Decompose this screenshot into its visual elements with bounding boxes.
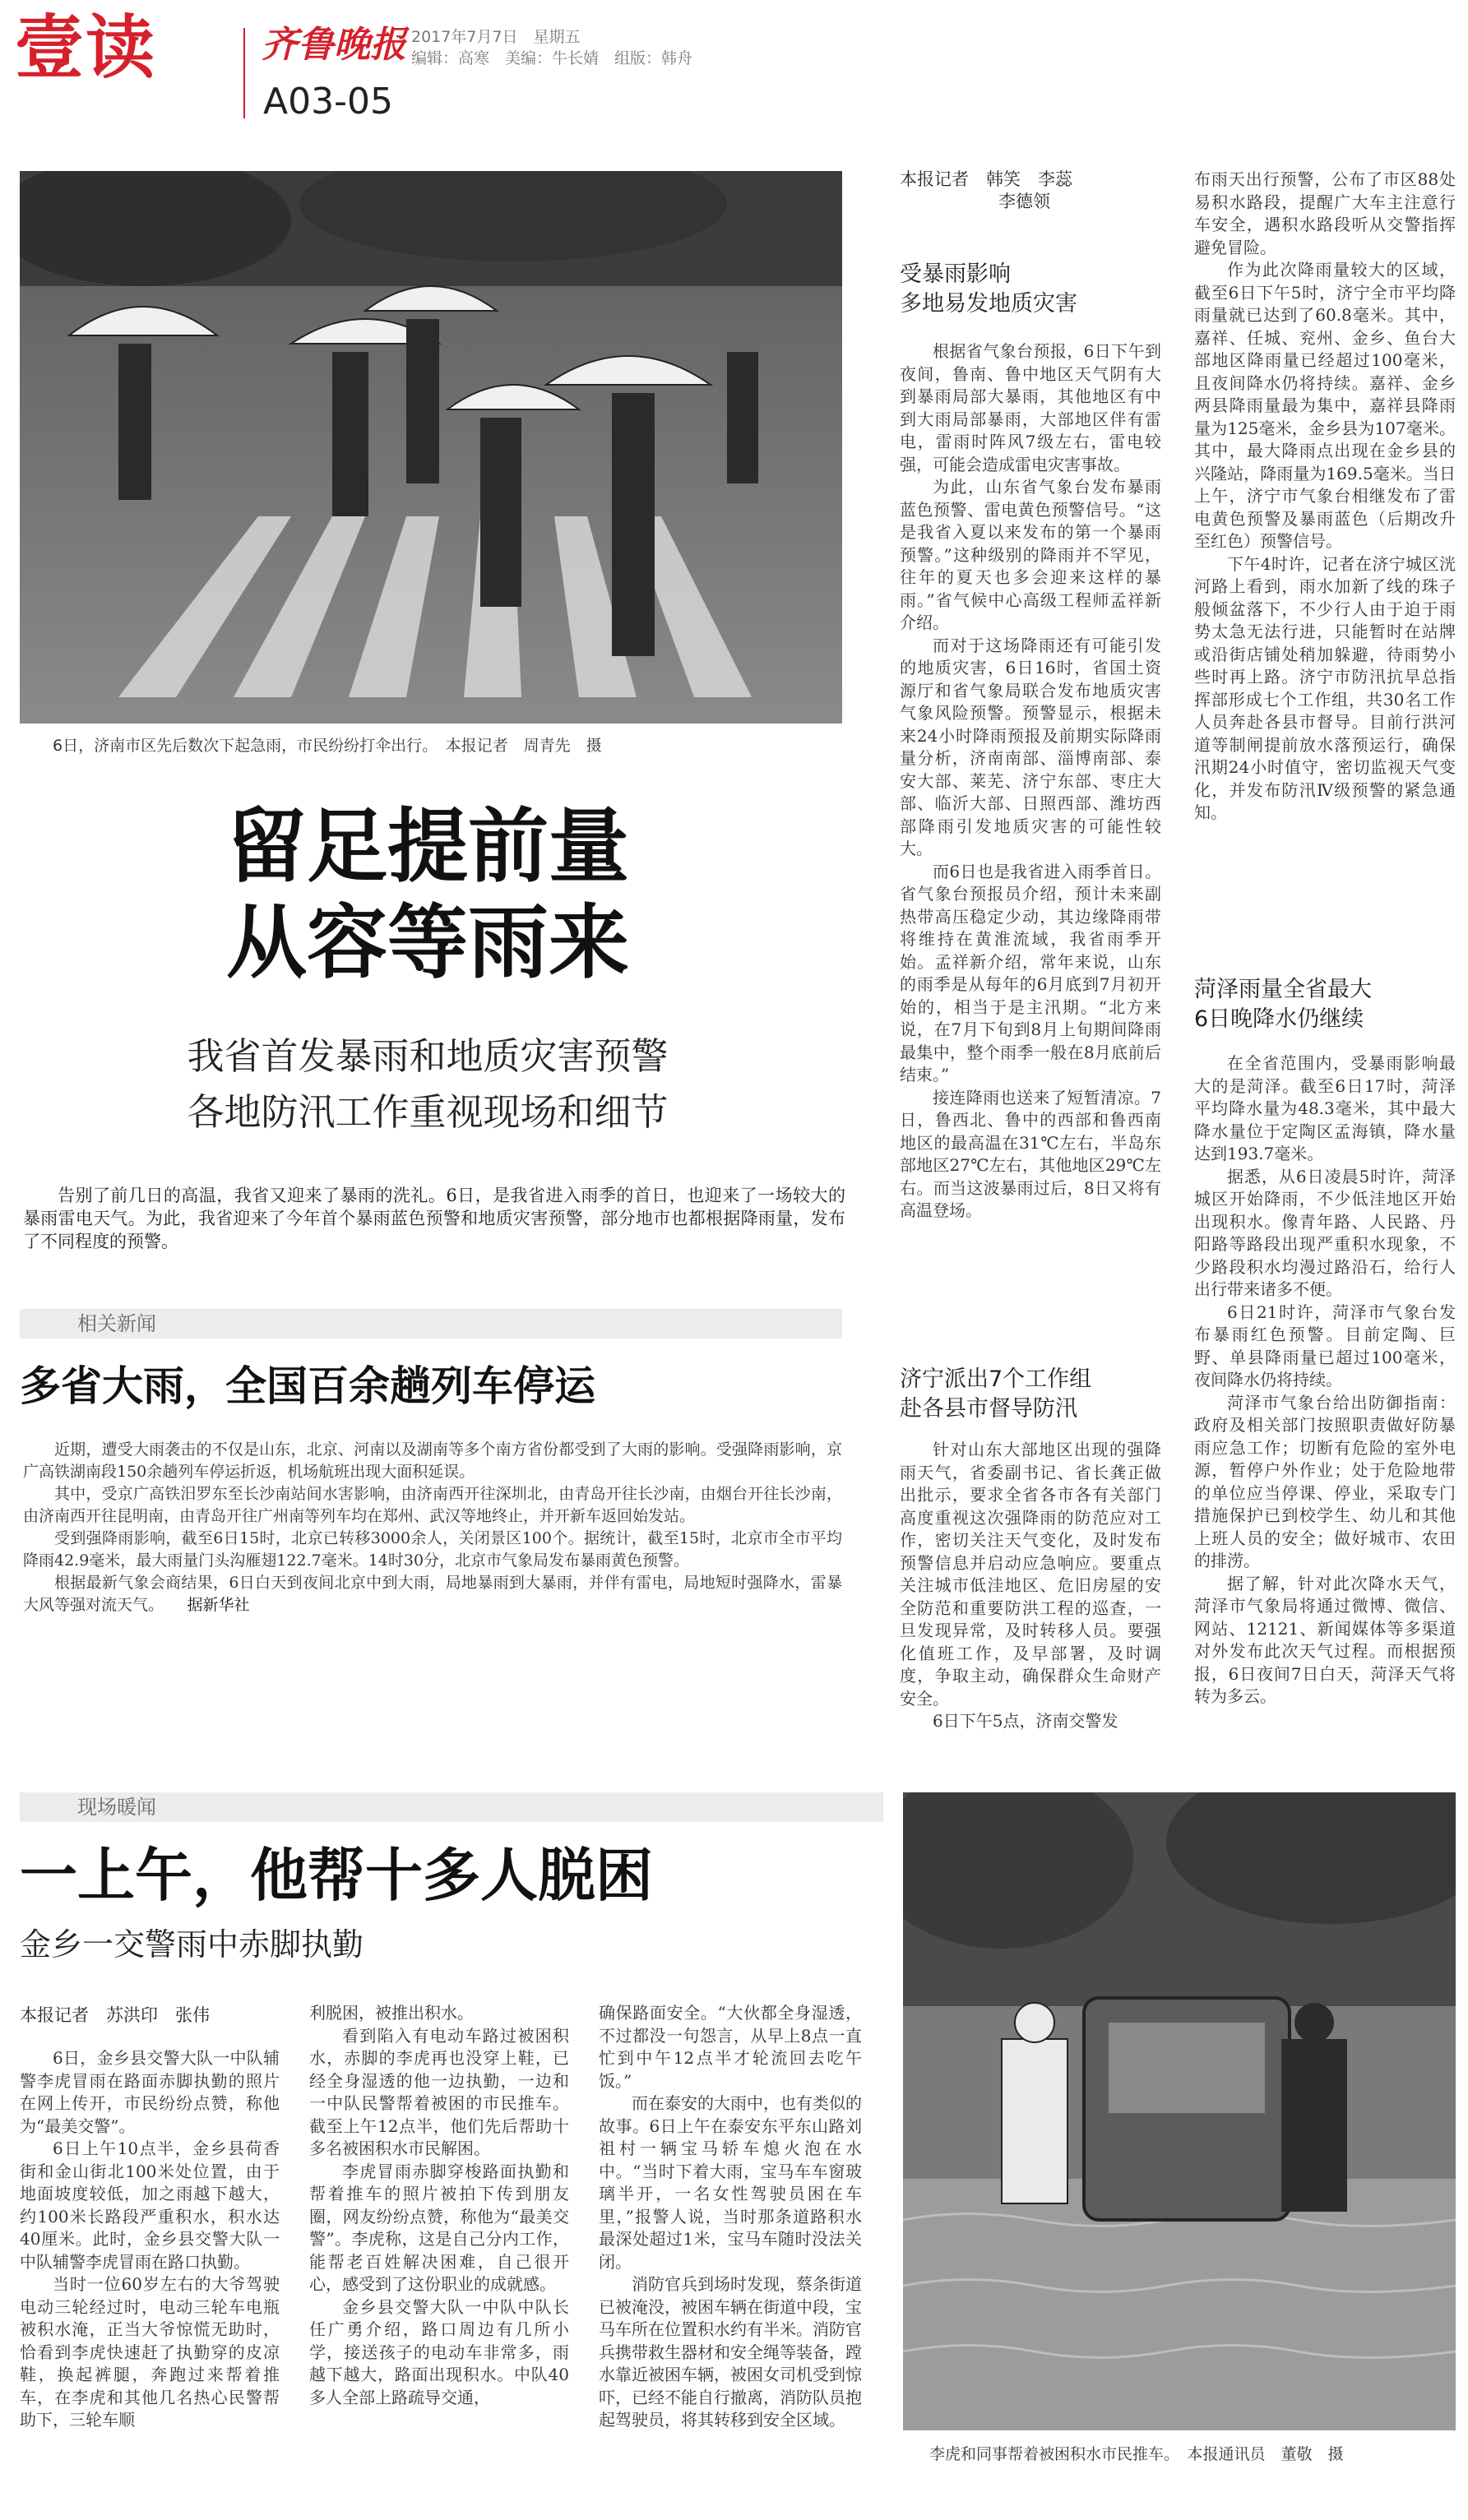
scene-col-1 (20, 2047, 280, 2432)
column-b-subhead: 菏泽雨量全省最大 6日晚降水仍继续 (1194, 977, 1372, 1032)
top-photo-caption: 6日，济南市区先后数次下起急雨，市民纷纷打伞出行。 本报记者 周青先 摄 (53, 737, 602, 755)
scene-byline: 本报记者 苏洪印 张伟 (20, 2005, 210, 2025)
top-photo (20, 171, 842, 724)
column-b-paragraph: 在全省范围内，受暴雨影响最大的是菏泽。截至6日17时，菏泽平均降水量为48.3毫米，其中最大降水量位于定陶区孟海镇，降水量达到193.7毫米。 (1194, 1053, 1456, 1163)
related-source: 据新华社 (187, 1596, 250, 1614)
scene-paragraph: 6日上午10点半，金乡县荷香街和金山街北100米处位置，由于地面坡度较低，加之雨越下越大，约100米长路段严重积水，积水达40厘米。此时，金乡县交警大队一中队辅警李虎冒雨在路口执勤。 (20, 2139, 280, 2272)
column-b-paragraph: 布雨天出行预警，公布了市区88处易积水路段，提醒广大车主注意行车安全，遇积水路段听从交警指挥避免冒险。 (1194, 169, 1456, 257)
scene-col-3 (599, 2002, 862, 2432)
column-a-subhead-2: 济宁派出7个工作组 赴各县市督导防汛 (900, 1366, 1092, 1422)
column-a-body-1 (900, 340, 1161, 1223)
column-a-paragraph: 针对山东大部地区出现的强降雨天气，省委副书记、省长龚正做出批示，要求全省各市各有关部门高度重视这次强降雨的防范应对工作，密切关注天气变化，及时发布预警信息并启动应急响应。要重点关注城市低洼地区、危旧房屋的安全防范和重要防洪工程的巡查，一旦发现异常，及时转移人员。要强化值班工作，及早部署，及时调度，争取主动，确保群众生命财产安全。 (900, 1440, 1161, 1709)
scene-label: 现场暖闻 (20, 1792, 883, 1822)
related-paragraph: 根据最新气象会商结果，6日白天到夜间北京中到大雨，局地暴雨到大暴雨，并伴有雷电，局地短时强降水，雷暴大风等强对流天气。 据新华社 (23, 1574, 842, 1614)
column-a-paragraph: 根据省气象台预报，6日下午到夜间，鲁南、鲁中地区天气阴有大到暴雨局部大暴雨，其他地区有中到大雨局部暴雨，大部地区伴有雷电，雷雨时阵风7级左右，雷电较强，可能会造成雷电灾害事故。 (900, 341, 1161, 474)
related-headline: 多省大雨，全国百余趟列车停运 (20, 1362, 595, 1410)
main-lead: 告别了前几日的高温，我省又迎来了暴雨的洗礼。6日，是我省进入雨季的首日，也迎来了一场较大的暴雨雷电天气。为此，我省迎来了今年首个暴雨蓝色预警和地质灾害预警，部分地市也都根据降雨量，发布了不同程度的预警。 (23, 1186, 845, 1251)
scene-paragraph: 金乡县交警大队一中队中队长任广勇介绍，路口周边有几所小学，接送孩子的电动车非常多，雨越下越大，路面出现积水。中队40多人全部上路疏导交通， (309, 2296, 569, 2407)
scene-paragraph: 利脱困，被推出积水。 (309, 2003, 474, 2023)
column-b-paragraph: 据悉，从6日凌晨5时许，菏泽城区开始降雨，不少低洼地区开始出现积水。像青年路、人民路、丹阳路等路段出现严重积水现象，不少路段积水均漫过路沿石，给行人出行带来诸多不便。 (1194, 1166, 1456, 1299)
main-subhead-line-2: 各地防汛工作重视现场和细节 (187, 1090, 669, 1134)
column-a-paragraph: 而对于这场降雨还有可能引发的地质灾害，6日16时，省国土资源厅和省气象局联合发布地质灾害气象风险预警。预警显示，根据未来24小时降雨预报及前期实际降雨量分析，济南南部、淄博南部、泰安大部、莱芜、济宁东部、枣庄大部、临沂大部、日照西部、潍坊西部降雨引发地质灾害的可能性较大。 (900, 635, 1161, 858)
related-paragraph: 近期，遭受大雨袭击的不仅是山东，北京、河南以及湖南等多个南方省份都受到了大雨的影响。受强降雨影响，京广高铁湖南段150余趟列车停运折返，机场航班出现大面积延误。 (23, 1440, 842, 1481)
column-b-paragraph: 菏泽市气象台给出防御指南：政府及相关部门按照职责做好防暴雨应急工作；切断有危险的室外电源，暂停户外作业；处于危险地带的单位应当停课、停业，采取专门措施保护已到校学生、幼儿和其他上班人员的安全；做好城市、农田的排涝。 (1194, 1392, 1456, 1570)
column-a-paragraph: 为此，山东省气象台发布暴雨蓝色预警、雷电黄色预警信号。“这是我省入夏以来发布的第一个暴雨预警。”这种级别的降雨并不罕见，往年的夏天也多会迎来这样的暴雨。”省气候中心高级工程师孟祥新介绍。 (900, 477, 1161, 632)
column-a-body-2 (900, 1439, 1161, 1733)
column-b-body-1 (1194, 169, 1456, 825)
scene-paragraph: 消防官兵到场时发现，蔡条街道已被淹没，被困车辆在街道中段，宝马车所在位置积水约有半米。消防官兵携带救生器材和安全绳等装备，蹚水靠近被困车辆，被困女司机受到惊吓，已经不能自行撤离，消防队员抱起驾驶员，将其转移到安全区域。 (599, 2274, 862, 2430)
section-title: 壹读 (15, 7, 157, 88)
scene-paragraph: 看到陷入有电动车路过被困积水，赤脚的李虎再也没穿上鞋，已经全身湿透的他一边执勤，一边和一中队民警帮着被困的市民推车。截至上午12点半，他们先后帮助十多名被困积水市民解困。 (309, 2025, 569, 2158)
bottom-photo-image (903, 1792, 1456, 2430)
column-b-paragraph: 下午4时许，记者在济宁城区洸河路上看到，雨水加新了线的珠子般倾盆落下，不少行人由于迫于雨势太急无法行进，只能暂时在站牌或沿街店铺处稍加躲避，待雨势小些时再上路。济宁市防汛抗旱总指挥部形成七个工作组，共30名工作人员奔赴各县市督导。目前行洪河道等制闸提前放水落预运行，确保汛期24小时值守，密切监视天气变化，并发布防汛Ⅳ级预警的紧急通知。 (1194, 553, 1456, 822)
related-paragraph: 其中，受京广高铁汨罗东至长沙南站间水害影响，由济南西开往深圳北，由青岛开往长沙南，由烟台开往长沙南，由济南西开往昆明南，由青岛开往广州南等列车均在郑州、武汉等地终止，并开新车返回始发站。 (23, 1485, 842, 1525)
top-photo-image (20, 171, 842, 724)
column-b-paragraph: 作为此次降雨量较大的区域，截至6日下午5时，济宁全市平均降雨量就已达到了60.8毫米。其中，嘉祥、任城、兖州、金乡、鱼台大部地区降雨量已经超过100毫米，且夜间降水仍将持续。嘉祥、金乡两县降雨量最为集中，嘉祥县降雨量为125毫米，金乡县为107毫米。其中，最大降雨点出现在金乡县的兴隆站，降雨量为169.5毫米。当日上午，济宁市气象台相继发布了雷电黄色预警及暴雨蓝色（后期改升至红色）预警信号。 (1194, 260, 1456, 551)
column-b-body-2 (1194, 1052, 1456, 1709)
scene-paragraph: 而在泰安的大雨中，也有类似的故事。6日上午在泰安东平东山路刘祖村一辆宝马轿车熄火泡在水中。“当时下着大雨，宝马车车窗玻璃半开，一名女性驾驶员困在车里，”报警人说，当时那条道路积水最深处超过1米，宝马车随时没法关闭。 (599, 2093, 862, 2272)
paper-logo: 齐鲁晚报 (262, 24, 406, 66)
scene-headline: 一上午，他帮十多人脱困 (20, 1842, 653, 1909)
main-headline-line-1: 留足提前量 (225, 800, 629, 894)
bottom-photo (903, 1792, 1456, 2430)
column-a-paragraph: 而6日也是我省进入雨季首日。省气象台预报员介绍，预计未来副热带高压稳定少动，其边缘降雨带将维持在黄淮流域，我省雨季开始。孟祥新介绍，常年来说，山东的雨季是从每年的6月底到7月初开始的，相当于是主汛期。“北方来说，在7月下旬到8月上旬期间降雨最集中，整个雨季一般在8月底前后结束。” (900, 861, 1161, 1084)
masthead-rule (243, 28, 245, 118)
scene-paragraph: 6日，金乡县交警大队一中队辅警李虎冒雨在路面赤脚执勤的照片在网上传开，市民纷纷点赞，称他为“最美交警”。 (20, 2048, 280, 2136)
related-body (23, 1439, 842, 1616)
column-a-paragraph: 6日下午5点，济南交警发 (933, 1711, 1118, 1731)
scene-subhead: 金乡一交警雨中赤脚执勤 (20, 1926, 364, 1963)
scene-paragraph: 当时一位60岁左右的大爷驾驶电动三轮经过时，电动三轮车电瓶被积水淹，正当大爷惊慌无助时，恰看到李虎快速赶了执勤穿的皮凉鞋，换起裤腿，奔跑过来帮着推车，在李虎和其他几名热心民警帮助下，三轮车顺 (20, 2274, 280, 2430)
column-a-subhead-1: 受暴雨影响 多地易发地质灾害 (900, 261, 1077, 317)
main-headline-line-2: 从容等雨来 (225, 896, 629, 990)
column-a-byline: 本报记者 韩笑 李蕊 李德领 (900, 169, 1072, 211)
scene-paragraph: 确保路面安全。“大伙都全身湿透，不过都没一句怨言，从早上8点一直忙到中午12点半才轮流回去吃午饭。” (599, 2003, 862, 2091)
issue-date: 2017年7月7日 星期五 (411, 28, 581, 46)
related-news-label: 相关新闻 (20, 1309, 842, 1339)
bottom-photo-caption: 李虎和同事帮着被困积水市民推车。 本报通讯员 董敬 摄 (929, 2445, 1344, 2463)
column-b-paragraph: 据了解，针对此次降水天气，菏泽市气象局将通过微博、微信、网站、12121、新闻媒体等多渠道对外发布此次天气过程。而根据预报，6日夜间7日白天，菏泽天气将转为多云。 (1194, 1573, 1456, 1706)
editor-credits: 编辑：高寒 美编：牛长婧 组版：韩舟 (411, 49, 693, 67)
main-subhead-line-1: 我省首发暴雨和地质灾害预警 (187, 1034, 669, 1078)
scene-paragraph: 李虎冒雨赤脚穿梭路面执勤和帮着推车的照片被拍下传到朋友圈，网友纷纷点赞，称他为“最美交警”。李虎称，这是自己分内工作，能帮老百姓解决困难，自己很开心，感受到了这份职业的成就感。 (309, 2161, 569, 2294)
related-paragraph: 受到强降雨影响，截至6日15时，北京已转移3000余人，关闭景区100个。据统计，截至15时，北京市全市平均降雨42.9毫米，最大雨量门头沟雁翅122.7毫米。14时30分，北京市气象局发布暴雨黄色预警。 (23, 1529, 842, 1570)
column-a-paragraph: 接连降雨也送来了短暂清凉。7日，鲁西北、鲁中的西部和鲁西南地区的最高温在31℃左右，半岛东部地区27℃左右，其他地区29℃左右。而当这波暴雨过后，8日又将有高温登场。 (900, 1087, 1161, 1220)
page-number: A03-05 (263, 81, 393, 123)
scene-col-2 (309, 2002, 569, 2409)
column-b-paragraph: 6日21时许，菏泽市气象台发布暴雨红色预警。目前定陶、巨野、单县降雨量已超过100毫米，夜间降水仍将持续。 (1194, 1302, 1456, 1389)
